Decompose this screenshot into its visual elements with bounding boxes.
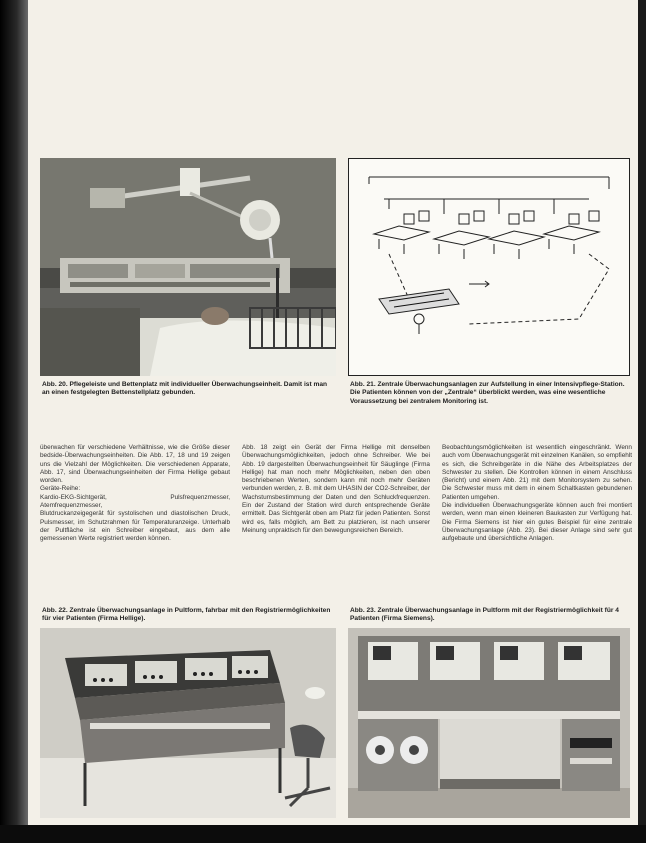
book-spine [0,0,28,843]
col3-paragraph: Beobachtungsmöglichkeiten ist wesentlich eingeschränkt. Wenn auch vom Überwachungsgerät mit einzelnen Kanälen, so empfiehlt es sich, die Schreibgeräte in die Nähe des Arbeitsplatzes der Schwester zu stellen. Die Kontrollen können in einem Anschluss (Bericht) und einem Abb. 21) mit dem Monitorsystem zu sehen. Die Schwester muss mit dem in einem Schaltkasten gebundenen Patienten umgehen. [442,444,632,501]
photo-bedside-monitoring-unit [40,158,336,376]
document-page [28,0,638,825]
text-column-3 [442,444,632,544]
col1-paragraph: Blutdruckanzeigegerät für systolischen und diastolischen Druck, Pulsmesser, im Schutzrahmen für Temperaturanzeige. Unterhalb der Pultfläche ist ein Schreiber eingebaut, aus dem alle gemessenen Werte registriert werden können. [40,510,230,543]
col2-paragraph: Abb. 18 zeigt ein Gerät der Firma Hellige mit denselben Überwachungsmöglichkeiten, jedoch ohne Schreiber. Wie bei Abb. 19 dargestellten Überwachungseinheit für Säuglinge (Firma Hellige) hat man noch mehr Möglichkeiten, neben den oben beschriebenen Werten, sondern kann mit noch mehr Geräten verbunden werden, z. B. mit dem UHASIN der CO2-Schreiber, der Wachstumsbestimmung der Daten und den Schluckfrequenzen. Ein der Zustand der Station wird durch entsprechende Geräte ermittelt. Das Sichtgerät oben am Platz für jeden Patienten. Sonst wird es, falls möglich, am Bett zu platzieren, ist nach unserer Meinung unpraktisch für den bewegungsreichen Bereich. [242,444,430,534]
caption-fig22: Abb. 22. Zentrale Überwachungsanlage in Pultform, fahrbar mit den Registriermöglichkeiten für vier Patienten (Firma Hellige). [42,607,331,623]
caption-fig23: Abb. 23. Zentrale Überwachungsanlage in Pultform mit der Registriermöglichkeit für 4 Patienten (Firma Siemens). [350,607,619,623]
col1-paragraph: Geräte-Reihe: [40,485,81,493]
col1-paragraph: Kardio-EKG-Sichtgerät, Pulsfrequenzmesser, Atemfrequenzmesser, [40,493,230,510]
caption-fig21: Abb. 21. Zentrale Überwachungsanlagen zur Aufstellung in einer Intensivpflege-Station. Die Patienten können von der „Zentrale“ überblickt werden, was eine wesentliche Voraussetzung bei zentralem Monitoring ist. [350,381,625,405]
col3-paragraph: Die individuellen Überwachungsgeräte können auch frei montiert werden, wenn man einen kleineren Baukasten zur Verfügung hat. Die Firma Siemens ist hier ein gutes Beispiel für eine zentrale Überwachungsanlage (Abb. 23). Bei dieser Anlage sind sehr gut aufgebaute und übersichtliche Anlagen. [442,502,632,543]
photo-mobile-monitoring-desk [40,628,336,818]
caption-fig20: Abb. 20. Pflegeleiste und Bettenplatz mit individueller Überwachungseinheit. Damit ist man an einen festgelegten Bettenstellplatz gebunden. [42,381,328,397]
text-column-2 [242,444,430,535]
page-bottom-shadow [0,825,646,843]
photo-siemens-monitoring-console [348,628,630,818]
diagram-intensive-care-station [348,158,630,376]
text-column-1 [40,444,230,544]
col1-paragraph: überwachen für verschiedene Verhältnisse, wie die Größe dieser bedside-Überwachungseinheiten. Die Abb. 17, 18 und 19 zeigen uns die Vielzahl der Möglichkeiten. Die verschiedenen Apparate, Abb. 17, sind Überwachungseinheiten der Firma Hellige gebaut worden. [40,444,230,485]
